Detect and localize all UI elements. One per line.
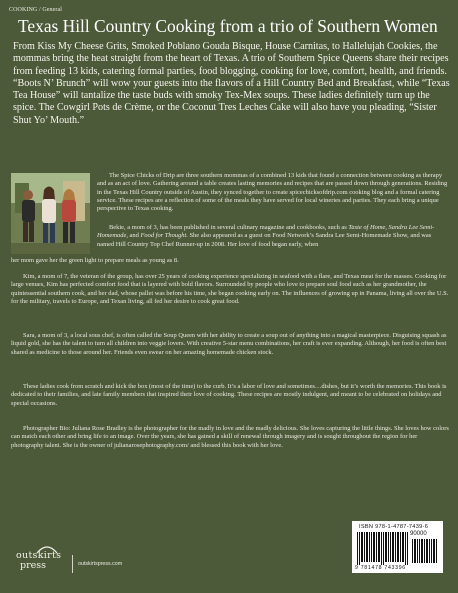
category-label: COOKING / General bbox=[9, 7, 63, 13]
intro-paragraph: From Kiss My Cheese Grits, Smoked Poblano Gouda Bisque, House Carnitas, to Hallelujah Cookies, the mommas bring the heat straight from the heart of Texas. A trio of Southern Spice Queens share their recipes from feeding 13 kids, catering formal parties, food blogging, cooking for love, comfort, health, and friends. “Boots N’ Brunch” will wow your guests into the flavors of a Hill Country Bed and Breakfast, while “Texas Tea House” will tantalize the taste buds with smoky Tex-Mex soups. These ladies definitely turn up the spice. The Cowgirl Pots de Crème, or the Coconut Tres Leches Cake will also have you pleading, “Sister Shut Yo’ Mouth.” bbox=[13, 41, 450, 126]
sara-paragraph: Sara, a mom of 3, a local sous chef, is often called the Soup Queen with her ability to create a soup out of anything into a magical masterpiece. Disguising squash as liquid gold, she has the talent to turn all children into veggie lovers. With creative 5-star menu combinations, her craft is ever expanding. Although, her food is often best shared as medicine to those around her. Friends even swear on her amazing homemade chicken stock. bbox=[11, 332, 447, 356]
authors-photo bbox=[11, 173, 90, 254]
logo-word-bottom: press bbox=[20, 560, 46, 571]
spice-chicks-paragraph bbox=[97, 172, 450, 213]
price-code: 90000 bbox=[410, 531, 427, 537]
isbn-number: ISBN 978-1-4787-7439-6 bbox=[359, 524, 429, 530]
logo-divider bbox=[72, 555, 73, 573]
barcode-bars bbox=[357, 532, 409, 565]
isbn-barcode bbox=[352, 521, 443, 573]
price-bars bbox=[412, 539, 438, 563]
publisher-url: outskirtspress.com bbox=[78, 561, 123, 567]
spice-chicks-text: The Spice Chicks of Drip are three southern mommas of a combined 13 kids that found a connection between cooking as therapy and as an act of love. Gathering around a table creates lasting memories and recipes that are passed down through generations. Residing in the Texas Hill Country outside of Austin, they synced together to create spicechicksofdrip.com cooking blog and a formal catering service. These recipes are a reflection of some of the meals they have served for local wineries and parties. They each bring a unique perspective to Texas cooking. bbox=[97, 172, 448, 213]
logo-word-top: outskirts bbox=[16, 550, 62, 561]
bekie-publications: Taste of Home, Sandra Lee Semi-Homemade, bbox=[97, 224, 435, 240]
logo-arc-icon bbox=[36, 544, 58, 554]
kim-paragraph: Kim, a mom of 7, the veteran of the group, has over 25 years of cooking experience specializing in seafood with a flare, and Texas meat for the masses. Cooking for large venues, Kim has perfected comfort food that is layered with bold flavors. Surrounded by people who love to prepare soul food such as her grandmother, the quintessential southern cook, and her dad, whose pallet was before his time, she began cooking early on. The influences of growing up in Panama, living all over the U.S. for the military, travels to Europe, and Texan living, all fed her desire to cook great food. bbox=[11, 273, 449, 305]
bekie-tail: her mom gave her the green light to prepare meals as young as 8. bbox=[11, 257, 179, 264]
barcode-number: 9 781478 743396 bbox=[355, 565, 406, 571]
publisher-logo bbox=[16, 551, 74, 575]
bekie-text-b: and bbox=[127, 232, 141, 240]
bekie-text-c: She also appeared as a guest on Food Network’s Sandra Lee Semi-Homemade Show, and was named Hill Country Top Chef Runner-up in 2008. Her love of food began early, when bbox=[97, 232, 432, 248]
bekie-paragraph bbox=[97, 224, 450, 249]
photographer-bio: Photographer Bio: Juliana Rose Bradley is the photographer for the madly in love and the madly delicious. She loves capturing the little things. She loves how colors can match each other and bring life to an image. Over the years, she has gained a skill of renewal through imagery and is sought throughout the region for her photography talent. She is the owner of julianarosephotography.com/ and blessed this book with her love. bbox=[11, 425, 449, 449]
headline: Texas Hill Country Cooking from a trio of Southern Women bbox=[18, 16, 438, 36]
bekie-text-a: Bekie, a mom of 3, has been published in several culinary magazine and cookbooks, such as bbox=[109, 224, 349, 231]
bekie-publication-2: Food for Thought. bbox=[140, 232, 188, 240]
ladies-paragraph: These ladies cook from scratch and kick the box (most of the time) to the curb. It’s a labor of love and sometimes…dishes, but it’s worth the memories. This book is dedicated to their families, and late family members that inspired their love of cooking. These recipes are mostly indulgent, and meant to be celebrated on holidays and special occasions. bbox=[11, 383, 447, 407]
